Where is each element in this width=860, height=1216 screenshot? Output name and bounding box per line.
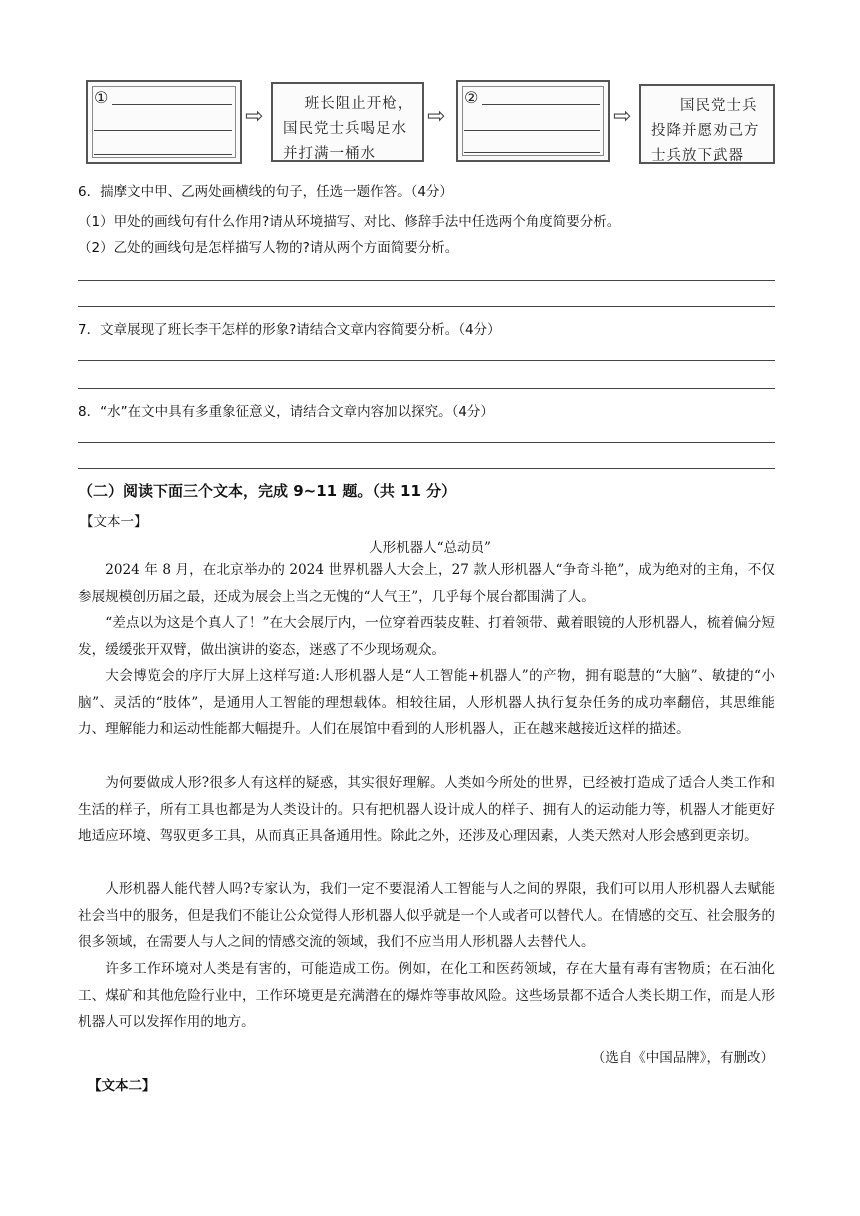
flowchart bbox=[86, 76, 786, 168]
answer-line[interactable] bbox=[78, 306, 775, 307]
answer-line[interactable] bbox=[78, 468, 775, 469]
flow-box-1-number: ① bbox=[94, 88, 109, 107]
answer-blank[interactable] bbox=[464, 130, 600, 131]
flow-arrow-2: ⇨ bbox=[427, 104, 446, 129]
article-source: （选自《中国品牌》，有删改） bbox=[591, 1050, 774, 1066]
flow-box-1 bbox=[86, 80, 242, 164]
article-paragraph: “差点以为这是个真人了！”在大会展厅内，一位穿着西装皮鞋、打着领带、戴着眼镜的人形机器人，梳着偏分短发，缓缓张开双臂，做出演讲的姿态，迷惑了不少现场观众。 bbox=[78, 615, 775, 658]
question-6-2: （2）乙处的画线句是怎样描写人物的?请从两个方面简要分析。 bbox=[78, 240, 459, 256]
question-7: 7．文章展现了班长李干怎样的形象?请结合文章内容简要分析。（4分） bbox=[78, 322, 501, 338]
article-paragraph: 为何要做成人形?很多人有这样的疑惑，其实很好理解。人类如今所处的世界，已经被打造成了适合人类工作和生活的样子，所有工具也都是为人类设计的。只有把机器人设计成人的样子、拥有人的运动能力等，机器人才能更好地适应环境、驾驭更多工具，从而真正具备通用性。除此之外，还涉及心理因素，人类天然对人形会感到更亲切。 bbox=[78, 775, 775, 844]
text1-label: 【文本一】 bbox=[80, 514, 148, 530]
flow-box-4-text: 国民党士兵投降并愿劝己方士兵放下武器 bbox=[651, 98, 760, 164]
answer-line[interactable] bbox=[78, 280, 775, 281]
answer-line[interactable] bbox=[78, 360, 775, 361]
question-6: 6．揣摩文中甲、乙两处画横线的句子，任选一题作答。（4分） bbox=[78, 184, 453, 200]
text2-label: 【文本二】 bbox=[88, 1078, 156, 1094]
flow-box-2-text: 班长阻止开枪，国民党士兵喝足水并打满一桶水 bbox=[283, 96, 414, 162]
flow-box-2 bbox=[271, 82, 424, 162]
answer-line[interactable] bbox=[78, 388, 775, 389]
answer-blank[interactable] bbox=[94, 154, 232, 155]
answer-blank[interactable] bbox=[112, 104, 232, 105]
answer-blank[interactable] bbox=[464, 152, 600, 153]
flow-arrow-1: ⇨ bbox=[245, 104, 264, 129]
flow-box-3 bbox=[456, 80, 610, 162]
article-paragraph: 许多工作环境对人类是有害的，可能造成工伤。例如，在化工和医药领域，存在大量有毒有害物质；在石油化工、煤矿和其他危险行业中，工作环境更是充满潜在的爆炸等事故风险。这些场景都不适合人类长期工作，而是人形机器人可以发挥作用的地方。 bbox=[78, 961, 775, 1030]
question-6-1: （1）甲处的画线句有什么作用?请从环境描写、对比、修辞手法中任选两个角度简要分析。 bbox=[78, 214, 621, 230]
answer-blank[interactable] bbox=[482, 104, 600, 105]
answer-blank[interactable] bbox=[94, 130, 232, 131]
article-paragraph: 人形机器人能代替人吗?专家认为，我们一定不要混淆人工智能与人之间的界限，我们可以用人形机器人去赋能社会当中的服务，但是我们不能让公众觉得人形机器人似乎就是一个人或者可以替代人。在情感的交互、社会服务的很多领域，在需要人与人之间的情感交流的领域，我们不应当用人形机器人去替代人。 bbox=[78, 881, 775, 950]
article-title: 人形机器人“总动员” bbox=[369, 540, 491, 556]
answer-line[interactable] bbox=[78, 442, 775, 443]
flow-box-4 bbox=[639, 84, 775, 164]
section-heading: （二）阅读下面三个文本，完成 9~11 题。（共 11 分） bbox=[78, 482, 457, 500]
article-paragraph: 2024 年 8 月，在北京举办的 2024 世界机器人大会上，27 款人形机器人“争奇斗艳”，成为绝对的主角，不仅参展规模创历届之最，还成为展会上当之无愧的“人气王”，几乎每个展台都围满了人。 bbox=[78, 562, 775, 605]
flow-arrow-3: ⇨ bbox=[613, 104, 632, 129]
flow-box-3-number: ② bbox=[464, 88, 479, 107]
article-paragraph: 大会博览会的序厅大屏上这样写道:人形机器人是“人工智能+机器人”的产物，拥有聪慧的“大脑”、敏捷的“小脑”、灵活的“肢体”，是通用人工智能的理想载体。相较往届，人形机器人执行复杂任务的成功率翻倍，其思维能力、理解能力和运动性能都大幅提升。人们在展馆中看到的人形机器人，正在越来越接近这样的描述。 bbox=[78, 668, 775, 737]
question-8: 8．“水”在文中具有多重象征意义，请结合文章内容加以探究。（4分） bbox=[78, 404, 494, 420]
